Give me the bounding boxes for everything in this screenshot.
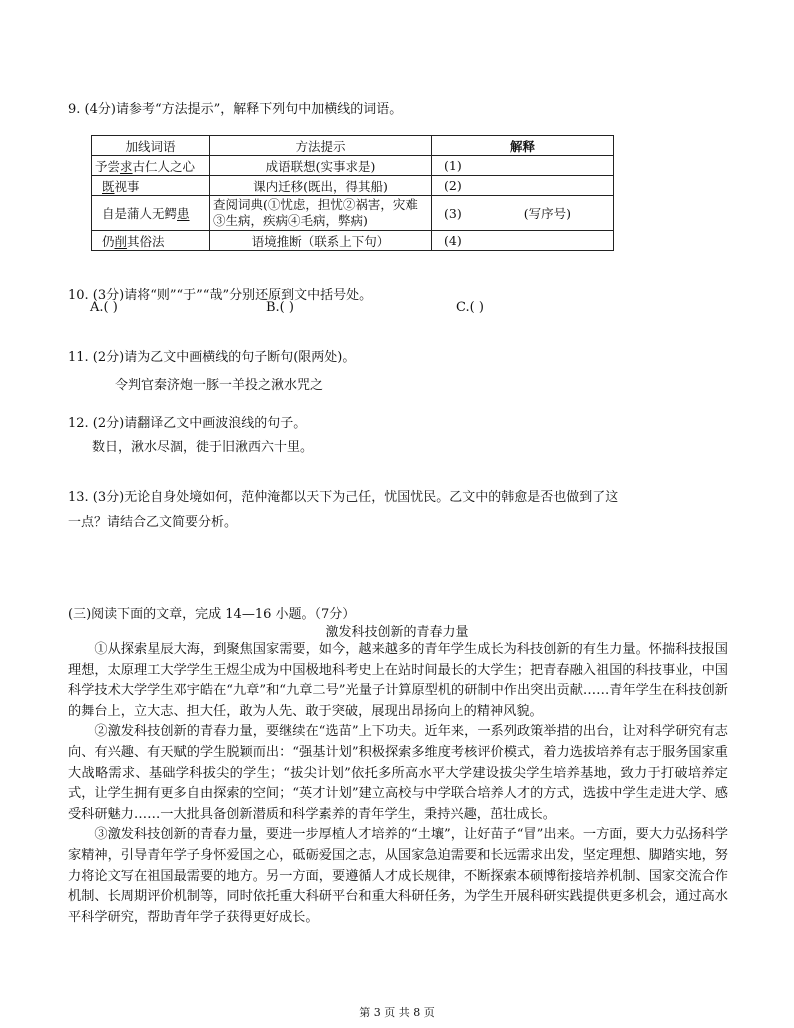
underlined-word: 既: [102, 178, 115, 194]
page-footer: 第 3 页 共 8 页: [359, 1006, 435, 1019]
table-row: [92, 231, 614, 251]
q9-hint-cell: 查阅词典(①忧虑，担忧②祸害，灾难③生病，疾病④毛病，弊病): [210, 196, 432, 231]
passage-paragraph-3: ③激发科技创新的青春力量，要进一步厚植人才培养的“土壤”，让好苗子“冒”出来。一方面，要大力弘扬科学家精神，引导青年学子身怀爱国之心，砥砺爱国之志，从国家急迫需要和长远需求出发，坚定理想、脚踏实地，努力将论文写在祖国最需要的地方。另一方面，要遵循人才成长规律，不断探索本硕博衔接培养机制、国家交流合作机制、长周期评价机制等，同时依托重大科研平台和重大科研任务，为学生开展科研实践提供更多机会，通过高水平科学研究，帮助青年学子获得更好成长。: [68, 827, 728, 925]
q9-word-cell: 自是蒲人无鳄患: [92, 196, 210, 231]
q9-header-word: 加线词语: [92, 136, 210, 156]
q9-stem: 9. (4分)请参考“方法提示”，解释下列句中加横线的词语。: [68, 102, 403, 117]
table-row: [92, 156, 614, 176]
q9-word-cell: 既视事: [92, 176, 210, 196]
q11-stem: 11. (2分)请为乙文中画横线的句子断句(限两处)。: [68, 350, 356, 365]
underlined-word: 求: [120, 158, 133, 174]
q9-answer-cell: (2): [432, 176, 614, 196]
q10-option-a: A.( ): [90, 300, 118, 315]
q9-answer-cell: (4): [432, 231, 614, 251]
underlined-word: 削: [114, 233, 128, 249]
q9-table: [91, 135, 614, 251]
q13-line-1: 13. (3分)无论自身处境如何，范仲淹都以天下为己任，忧国忧民。乙文中的韩愈是否也做到了这: [68, 490, 619, 505]
q13-line-2: 一点？请结合乙文简要分析。: [68, 515, 238, 530]
q9-hint-cell: 语境推断（联系上下句）: [210, 231, 432, 251]
q10-option-b: B.( ): [266, 300, 294, 315]
underlined-word: 患: [177, 206, 190, 221]
q9-hint-cell: 课内迁移(既出，得其船): [210, 176, 432, 196]
q9-hint-cell: 成语联想(实事求是): [210, 156, 432, 176]
q10-stem: 10. (3分)请将“则”“于”“哉”分别还原到文中括号处。: [68, 288, 373, 303]
passage-paragraph-2: ②激发科技创新的青春力量，要继续在“选苗”上下功夫。近年来，一系列政策举措的出台，让对科学研究有志向、有兴趣、有天赋的学生脱颖而出：“强基计划”积极探索多维度考核评价模式，着力选拔培养有志于服务国家重大战略需求、基础学科拔尖的学生；“拔尖计划”依托多所高水平大学建设拔尖学生培养基地，致力于打破培养定式，让学生拥有更多自由探索的空间；“英才计划”建立高校与中学联合培养人才的方式，选拔中学生走进大学、感受科研魅力……一大批具备创新潜质和科学素养的青年学生，秉持兴趣，茁壮成长。: [68, 724, 728, 822]
q9-header-hint: 方法提示: [210, 136, 432, 156]
q9-word-cell: 仍削其俗法: [92, 231, 210, 251]
q11-sentence: 令判官秦济炮一豚一羊投之湫水咒之: [115, 378, 324, 393]
q9-header-row: [92, 136, 614, 156]
table-row: [92, 196, 614, 231]
q9-header-answer: 解释: [432, 136, 614, 156]
q12-stem: 12. (2分)请翻译乙文中画波浪线的句子。: [68, 416, 307, 431]
section3-passage: [68, 640, 728, 928]
q9-answer-cell: (3) (写序号): [432, 196, 614, 231]
q9-word-cell: 予尝求古仁人之心: [92, 156, 210, 176]
q10-option-c: C.( ): [456, 300, 484, 315]
q9-answer-cell: (1): [432, 156, 614, 176]
section3-heading: (三)阅读下面的文章，完成 14—16 小题。（7分）: [68, 607, 356, 622]
table-row: [92, 176, 614, 196]
q12-sentence: 数日，湫水尽涸，徙于旧湫西六十里。: [92, 440, 314, 455]
section3-title: 激发科技创新的青春力量: [325, 625, 469, 640]
passage-paragraph-1: ①从探索星辰大海，到聚焦国家需要，如今，越来越多的青年学生成长为科技创新的有生力量。怀揣科技报国理想，太原理工大学学生王煜尘成为中国极地科考史上在站时间最长的大学生；把青春融入祖国的科技事业，中国科学技术大学学生邓宇皓在“九章”和“九章二号”光量子计算原型机的研制中作出突出贡献……青年学生在科技创新的舞台上，立大志、担大任，敢为人先、敢于突破，展现出昂扬向上的精神风貌。: [68, 642, 728, 719]
